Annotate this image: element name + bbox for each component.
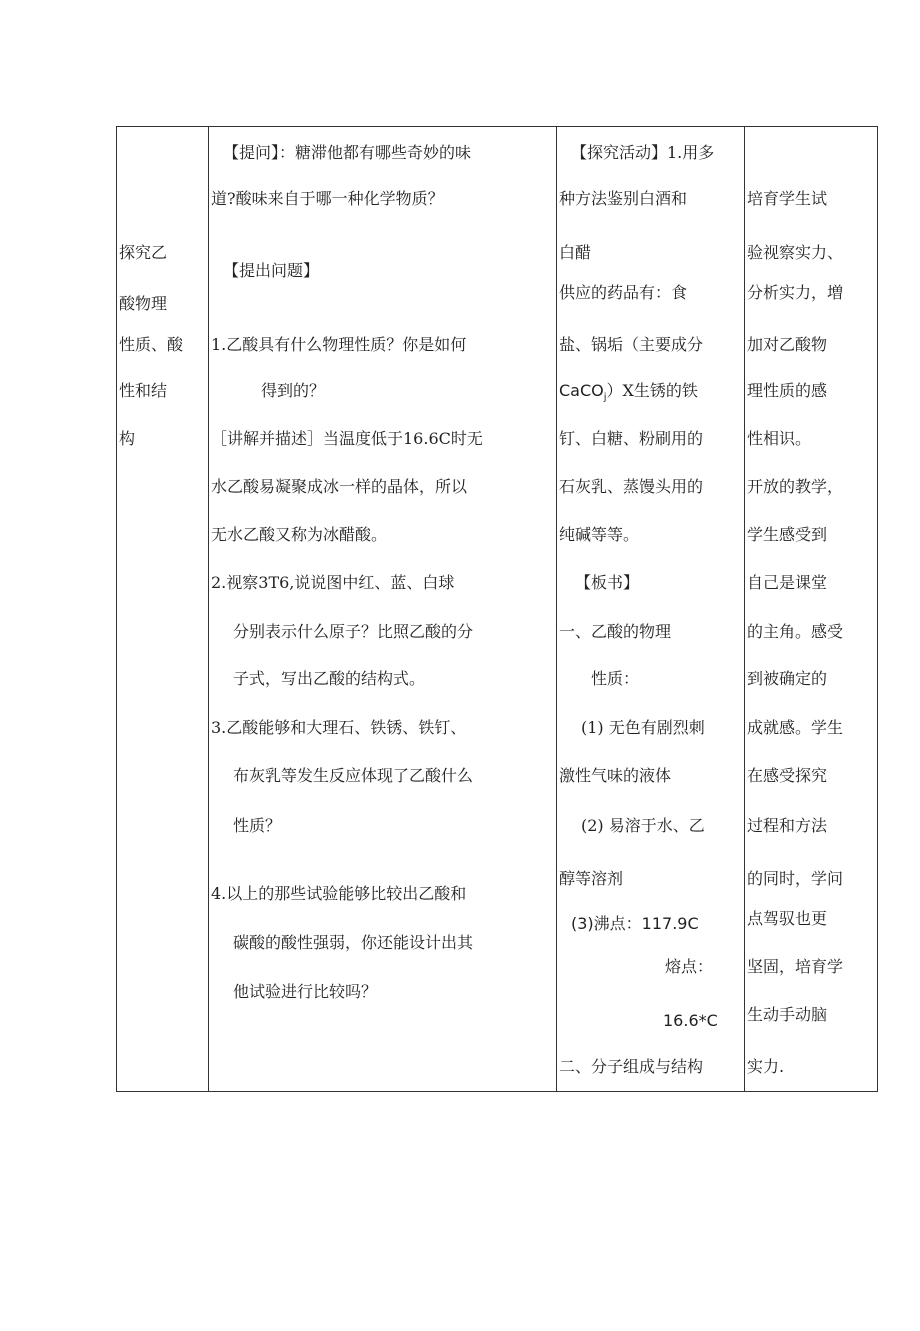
board-line: 醇等溶剂 [559, 869, 624, 888]
formula-text: CaCO [559, 381, 604, 400]
question-item: 性质？ [233, 816, 282, 835]
board-line: 激性气味的液体 [559, 766, 672, 785]
activity-line: 盐、锅垢（主要成分 [559, 335, 704, 354]
intent-line: 加对乙酸物 [747, 335, 828, 354]
activity-line [559, 381, 698, 408]
topic-line: 探究乙 [119, 243, 168, 262]
board-line: 一、乙酸的物理 [559, 622, 672, 641]
board-line: (1) 无色有剧烈刺 [581, 718, 705, 737]
boiling-point: (3)沸点：117.9C [571, 914, 699, 933]
melting-point-label: 熔点： [665, 957, 714, 976]
student-activity-cell [557, 127, 743, 1091]
activity-line: 白醋 [559, 243, 592, 262]
topic-line: 性和结 [119, 381, 168, 400]
design-intent-cell [745, 127, 877, 1091]
explanation-line: ［讲解并描述］当温度低于16.6C时无 [211, 429, 483, 448]
explanation-line: 无水乙酸又称为冰醋酸。 [211, 525, 388, 544]
explanation-line: 水乙酸易凝聚成冰一样的晶体，所以 [211, 477, 468, 496]
topic-cell [117, 127, 207, 1091]
intent-line: 验视察实力、 [747, 243, 844, 262]
intent-line: 生动手动脑 [747, 1005, 828, 1024]
intent-line: 到被确定的 [747, 669, 828, 688]
teacher-activity-cell [209, 127, 555, 1091]
question-item: 得到的？ [261, 381, 326, 400]
topic-line: 构 [119, 429, 136, 448]
melting-point-value: 16.6*C [663, 1011, 718, 1030]
intent-line: 学生感受到 [747, 525, 828, 544]
question-item: 1.乙酸具有什么物理性质？你是如何 [211, 335, 467, 354]
board-line: 性质： [591, 669, 640, 688]
question-line: 【提问】：糖滞他都有哪些奇妙的味 [223, 143, 472, 162]
activity-line-rest: ）X生锈的铁 [606, 381, 698, 400]
intent-line: 的同时，学问 [747, 869, 844, 888]
formula-subscript: j [603, 392, 607, 404]
activity-line: 种方法鉴别白酒和 [559, 189, 688, 208]
question-item: 3.乙酸能够和大理石、铁锈、铁钉、 [211, 718, 467, 737]
intent-line: 性相识。 [747, 429, 812, 448]
intent-line: 成就感。学生 [747, 718, 844, 737]
intent-line: 自己是课堂 [747, 573, 828, 592]
intent-line: 理性质的感 [747, 381, 828, 400]
topic-line: 酸物理 [119, 294, 168, 313]
section-heading: 【提出问题】 [223, 261, 320, 280]
question-item: 2.视察3T6,说说图中红、蓝、白球 [211, 573, 455, 592]
board-line: 二、分子组成与结构 [559, 1057, 704, 1076]
intent-line: 开放的教学， [747, 477, 844, 496]
activity-line: 钉、白糖、粉刷用的 [559, 429, 704, 448]
activity-line: 石灰乳、蒸馒头用的 [559, 477, 704, 496]
activity-line: 【探究活动】1.用多 [571, 143, 715, 162]
board-line: (2) 易溶于水、乙 [581, 816, 705, 835]
question-line: 道?酸味来自于哪一种化学物质？ [211, 189, 444, 208]
activity-line: 纯碱等等。 [559, 525, 640, 544]
question-item: 4.以上的那些试验能够比较出乙酸和 [211, 884, 467, 903]
lesson-table [116, 126, 878, 1092]
question-item: 分别表示什么原子？比照乙酸的分 [233, 622, 474, 641]
question-item: 布灰乳等发生反应体现了乙酸什么 [233, 766, 474, 785]
activity-line: 供应的药品有：食 [559, 283, 688, 302]
topic-line: 性质、酸 [119, 335, 184, 354]
question-item: 他试验进行比较吗？ [233, 982, 378, 1001]
question-item: 碳酸的酸性强弱，你还能设计出其 [233, 933, 474, 952]
intent-line: 坚固，培育学 [747, 957, 844, 976]
intent-line: 分析实力，増 [747, 283, 844, 302]
question-item: 子式，写出乙酸的结构式。 [233, 669, 426, 688]
intent-line: 实力. [747, 1057, 785, 1076]
intent-line: 过程和方法 [747, 816, 828, 835]
board-heading: 【板书】 [575, 573, 640, 592]
intent-line: 在感受探究 [747, 766, 828, 785]
intent-line: 的主角。感受 [747, 622, 844, 641]
intent-line: 点驾驭也更 [747, 909, 828, 928]
intent-line: 培育学生试 [747, 189, 828, 208]
